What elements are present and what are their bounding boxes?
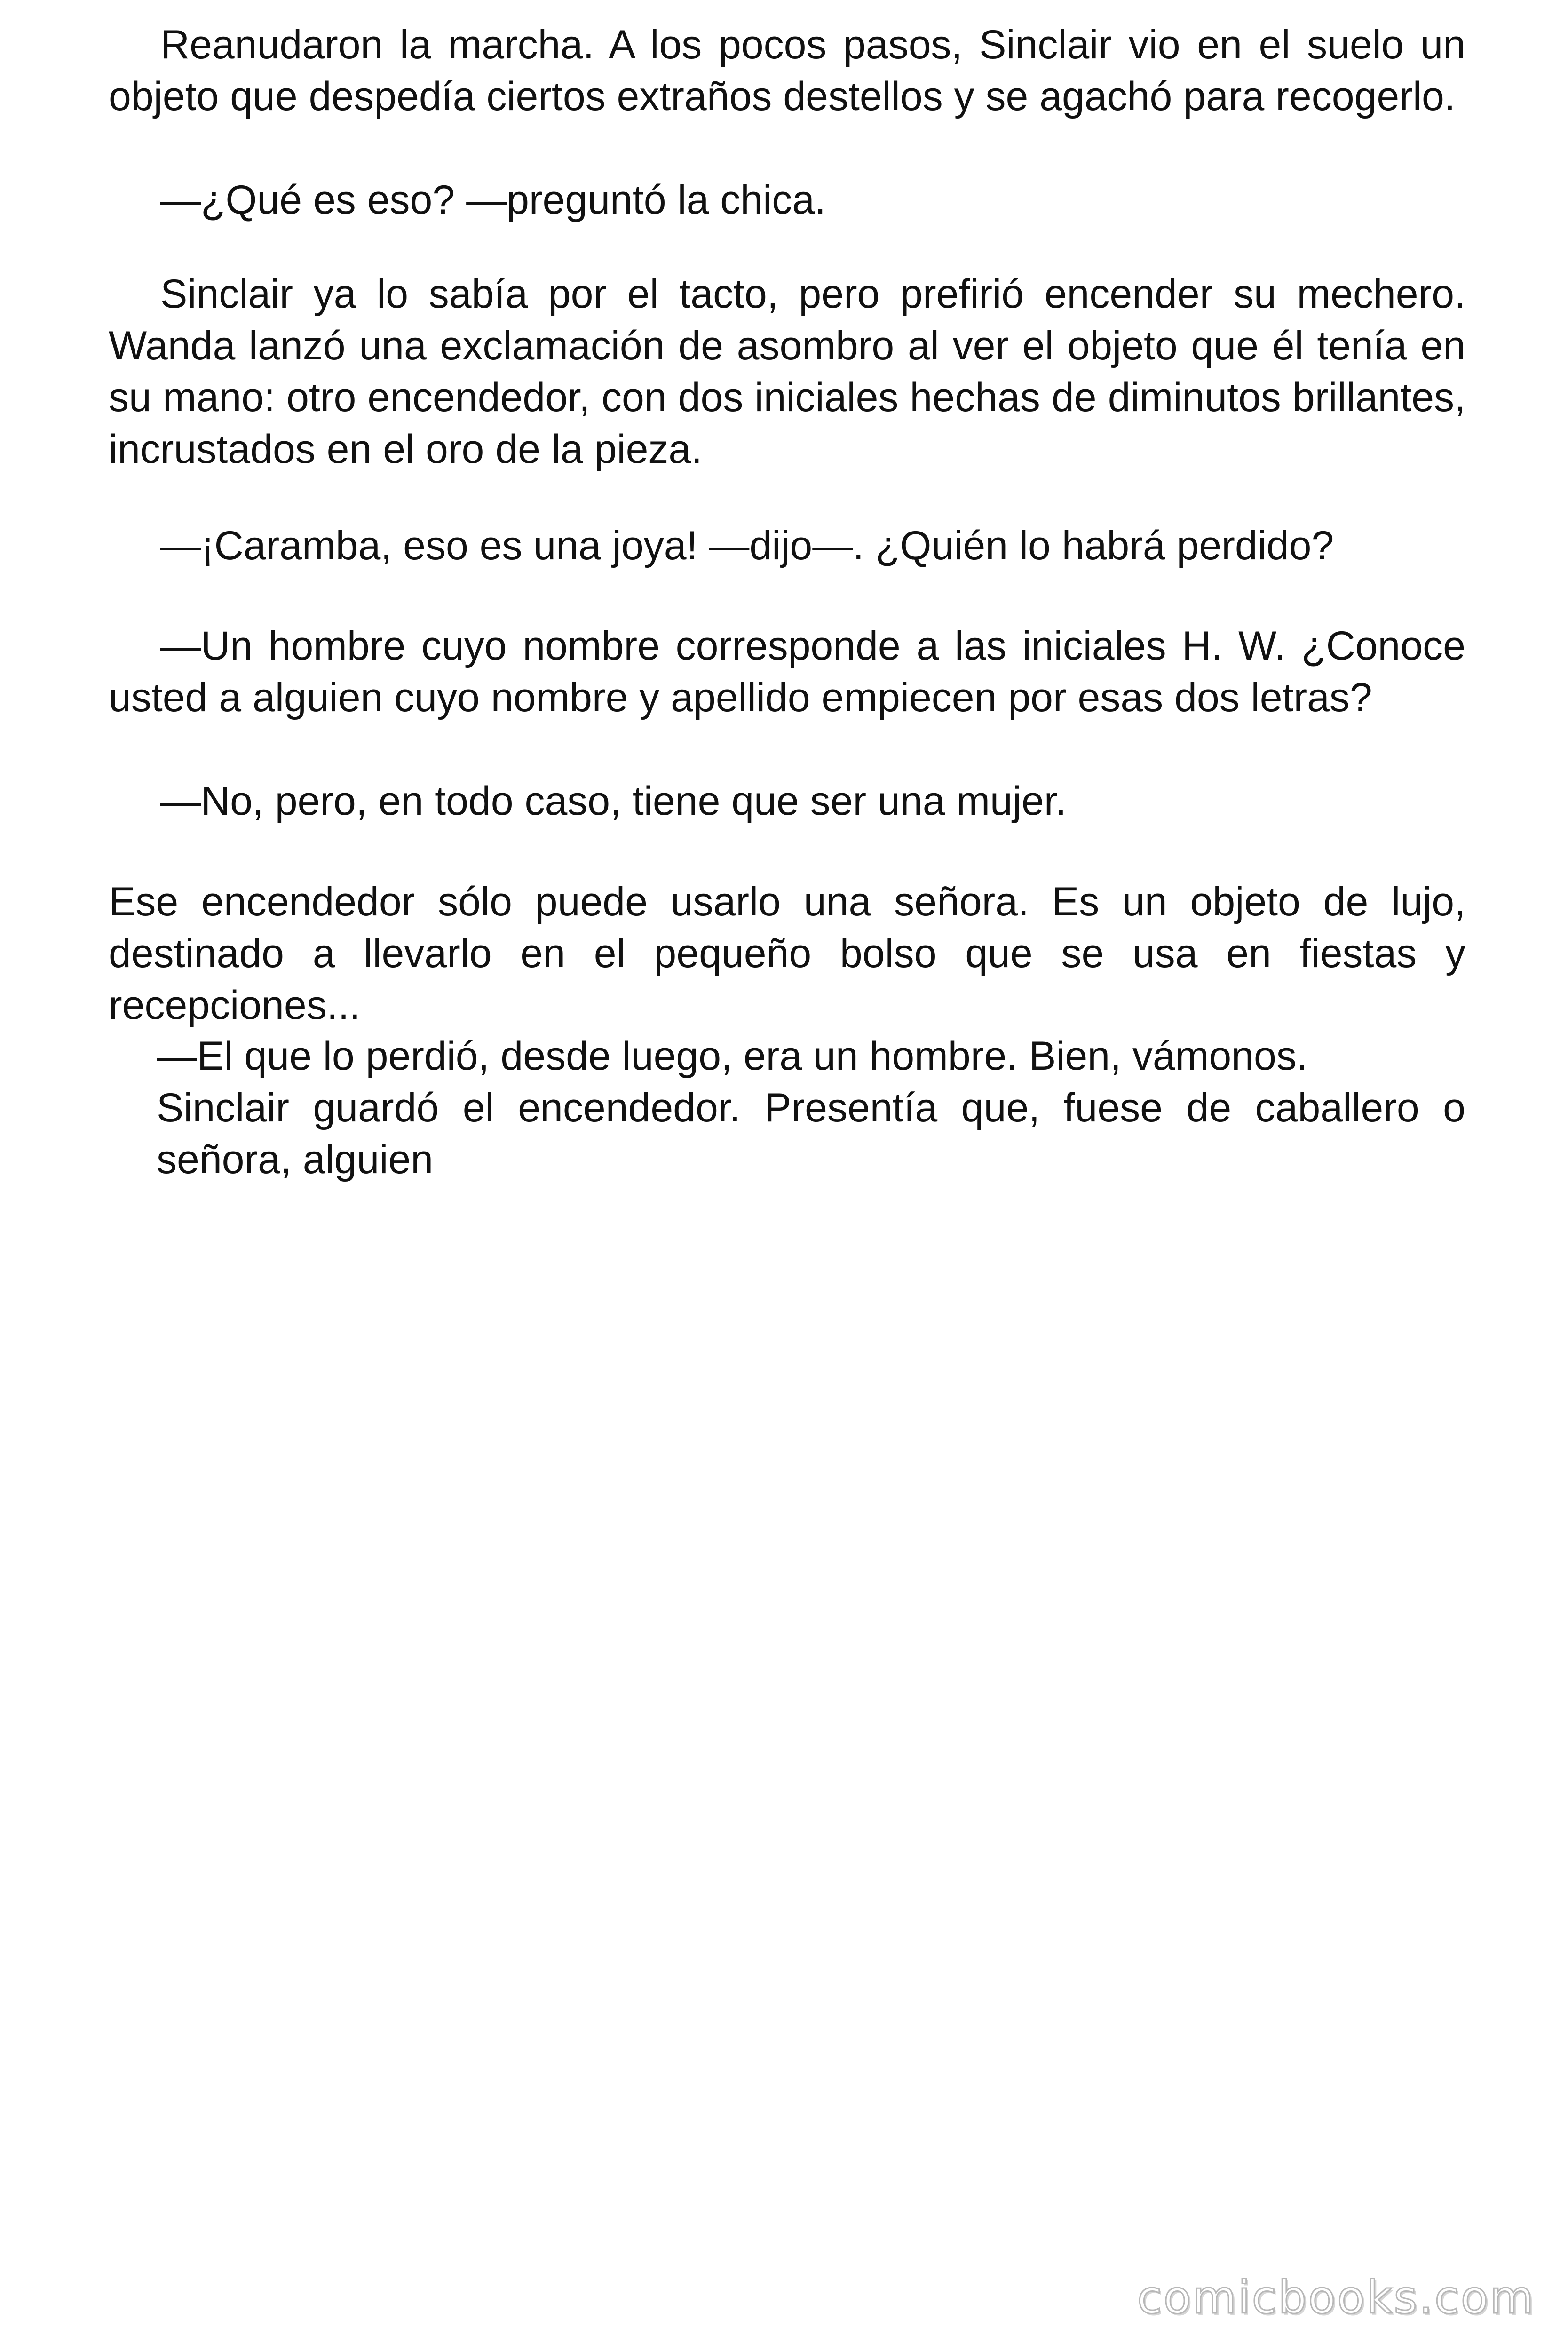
paragraph-5: —Un hombre cuyo nombre corresponde a las iniciales H. W. ¿Conoce usted a alguien cuyo nombre y apellido empiecen por esas dos letras? <box>109 623 1465 720</box>
watermark-logo: comicbooks.com <box>1137 2271 1535 2324</box>
paragraph-4: —¡Caramba, eso es una joya! —dijo—. ¿Quién lo habrá perdido? <box>160 523 1334 568</box>
paragraph-9: Sinclair guardó el encendedor. Presentía que, fuese de caballero o señora, alguien <box>157 1085 1465 1182</box>
paragraph-3: Sinclair ya lo sabía por el tacto, pero prefirió encender su mechero. Wanda lanzó una exclamación de asombro al ver el objeto que él tenía en su mano: otro encendedor, con dos iniciales hechas de diminutos brillantes, incrustados en el oro de la pieza. <box>109 271 1465 472</box>
paragraph-7: Ese encendedor sólo puede usarlo una señora. Es un objeto de lujo, destinado a llevarlo en el pequeño bolso que se usa en fiestas y recepciones... <box>109 879 1465 1028</box>
paragraph-8: —El que lo perdió, desde luego, era un hombre. Bien, vámonos. <box>157 1033 1308 1079</box>
paragraph-6: —No, pero, en todo caso, tiene que ser una mujer. <box>160 779 1067 824</box>
paragraph-2: —¿Qué es eso? —preguntó la chica. <box>160 177 826 222</box>
paragraph-1: Reanudaron la marcha. A los pocos pasos, Sinclair vio en el suelo un objeto que despedía ciertos extraños destellos y se agachó para recogerlo. <box>109 22 1465 119</box>
